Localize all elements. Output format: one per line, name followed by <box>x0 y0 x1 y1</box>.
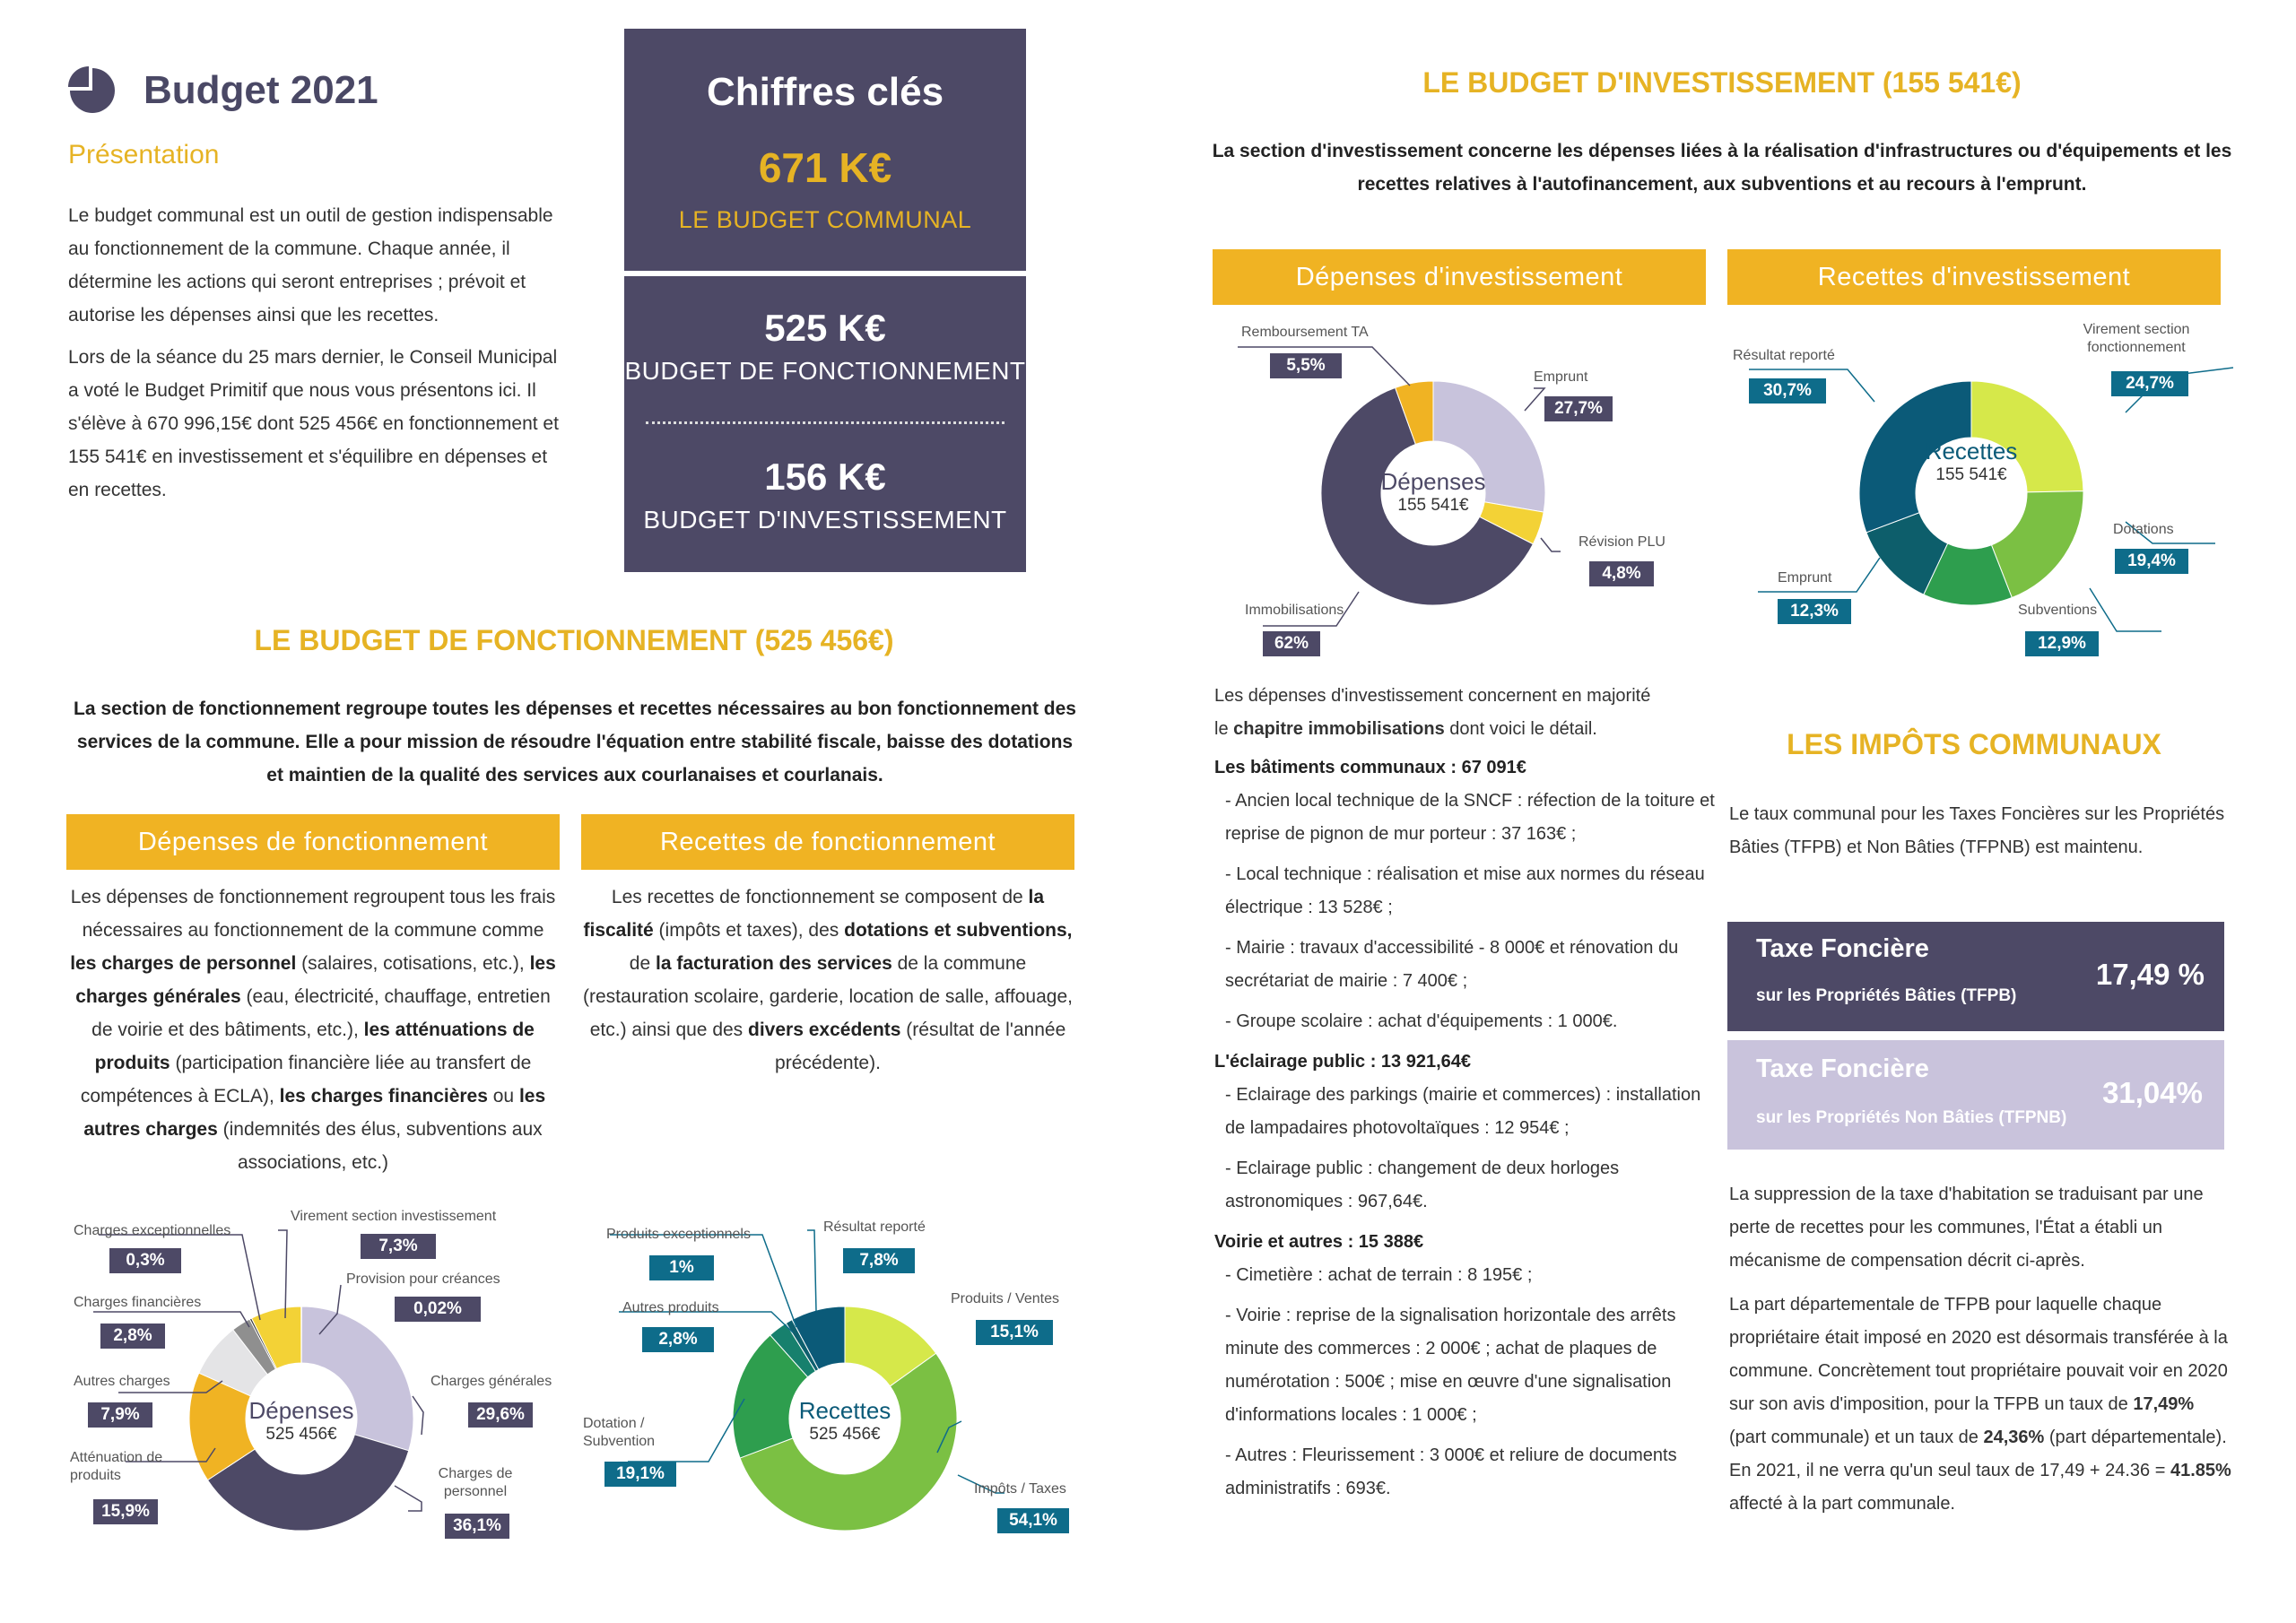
list-item: - Mairie : travaux d'accessibilité - 8 000€ et rénovation du secrétariat de mairie : 7 400€ ; <box>1225 938 1679 991</box>
value-badge: 0,3% <box>109 1248 181 1273</box>
bold-text: divers excédents <box>748 1020 901 1040</box>
bold-text: la fiscalité <box>583 887 1045 941</box>
chart-label: Charges exceptionnelles <box>74 1223 231 1238</box>
value-badge: 30,7% <box>1749 378 1826 404</box>
value-badge: 62% <box>1263 631 1320 656</box>
fonctionnement-section-title: LE BUDGET DE FONCTIONNEMENT (525 456€) <box>254 624 894 656</box>
text-run: (salaires, cotisations, etc.), <box>296 953 530 974</box>
value-badge: 27,7% <box>1544 396 1613 421</box>
bold-text: dotations et subventions, <box>844 920 1073 941</box>
impots-paragraph-2 <box>1729 1289 2231 1521</box>
value-badge: 15,9% <box>93 1499 158 1524</box>
bold-text: 17,49% <box>2133 1394 2195 1414</box>
value-badge: 24,7% <box>2111 371 2188 396</box>
text-run: (participation financière liée au transfert de compétences à ECLA), <box>80 1053 532 1107</box>
impots-paragraph-1: La suppression de la taxe d'habitation se traduisant par une perte de recettes pour les communes, l'État a établi un mécanisme de compensation décrit ci-après. <box>1729 1185 2204 1271</box>
list-item: - Ancien local technique de la SNCF : réfection de la toiture et reprise de pignon de mur porteur : 37 163€ ; <box>1225 791 1715 844</box>
intro-text <box>68 199 570 516</box>
intro-paragraph-1: Le budget communal est un outil de gestion indispensable au fonctionnement de la commune. Chaque année, il détermine les actions qui seront entreprises ; prévoit et autorise les dépenses ainsi que les recettes. <box>68 205 553 325</box>
bold-text: 41.85% <box>2170 1461 2231 1480</box>
bold-text: 24,36% <box>1983 1428 2045 1447</box>
value-badge: 7,3% <box>361 1234 436 1259</box>
batiments-list <box>1214 785 1717 1038</box>
donut-center-value: 155 541€ <box>1397 496 1469 515</box>
text-run: de <box>629 953 656 974</box>
list-item: - Local technique : réalisation et mise aux normes du réseau électrique : 13 528€ ; <box>1225 864 1705 917</box>
chart-label: Remboursement TA <box>1241 325 1369 340</box>
chart-label: Charges générales <box>430 1374 552 1389</box>
voirie-heading: Voirie et autres : 15 388€ <box>1214 1232 1424 1252</box>
recettes-investissement-donut <box>1855 377 2088 610</box>
chart-label: Impôts / Taxes <box>974 1481 1066 1497</box>
chart-label: Virement section investissement <box>291 1209 497 1224</box>
text-run: La part départementale de TFPB pour laquelle chaque propriétaire était imposé en 2020 est désormais transférée à la commune. Concrètement tout propriétaire pouvait voir en 2020 sur son avis d'imposition, pour la TFPB un taux de <box>1729 1295 2228 1414</box>
text-run: (résultat de l'année précédente). <box>775 1020 1066 1073</box>
depenses-fonctionnement-text <box>68 881 558 1179</box>
details-intro-2-prefix: le <box>1214 719 1234 739</box>
list-item: - Cimetière : achat de terrain : 8 195€ ; <box>1225 1265 1533 1285</box>
text-run: (indemnités des élus, subventions aux associations, etc.) <box>217 1119 543 1173</box>
text-run: (eau, électricité, chauffage, entretien de voirie et des bâtiments, etc.), <box>91 986 551 1040</box>
value-badge: 12,3% <box>1778 599 1851 624</box>
value-badge: 5,5% <box>1270 353 1342 378</box>
depenses-fonctionnement-banner: Dépenses de fonctionnement <box>66 814 560 870</box>
text-run: (part communale) et un taux de <box>1729 1428 1984 1447</box>
value-badge: 29,6% <box>468 1402 533 1428</box>
donut-center-value: 155 541€ <box>1935 465 2007 484</box>
value-badge: 12,9% <box>2025 631 2099 656</box>
list-item: - Groupe scolaire : achat d'équipements : 1 000€. <box>1225 1011 1618 1031</box>
chart-label: Autres produits <box>622 1300 719 1315</box>
chart-label: Subventions <box>2018 603 2098 618</box>
recettes-fonctionnement-banner: Recettes de fonctionnement <box>581 814 1074 870</box>
value-badge: 7,8% <box>843 1248 915 1273</box>
recettes-fonctionnement-text <box>583 881 1073 1080</box>
tfpb-rate: 17,49 % <box>2095 958 2205 991</box>
chart-label: Dotations <box>2113 522 2174 537</box>
tfpnb-rate: 31,04% <box>2102 1076 2203 1109</box>
chart-label: Charges de personnel <box>438 1466 513 1499</box>
value-badge: 36,1% <box>445 1514 509 1539</box>
key-figures-divider <box>624 271 1026 276</box>
fonctionnement-description: La section de fonctionnement regroupe toutes les dépenses et recettes nécessaires au bon fonctionnement des services de la commune. Elle a pour mission de résoudre l'équation entre stabilité fiscale, baisse des dotations et maintien de la qualité des services aux courlanaises et courlanais. <box>74 699 1076 785</box>
text-run: ou <box>487 1086 519 1107</box>
fonctionnement-value: 525 K€ <box>764 307 886 349</box>
value-badge: 7,9% <box>88 1402 152 1428</box>
chart-label: Provision pour créances <box>346 1271 500 1287</box>
donut-center-value: 525 456€ <box>809 1425 881 1444</box>
text-run: de la commune (restauration scolaire, garderie, location de salle, affouage, etc.) ainsi que des <box>583 953 1073 1040</box>
chart-label: Résultat reporté <box>823 1219 926 1235</box>
tfpb-subtitle: sur les Propriétés Bâties (TFPB) <box>1756 986 2017 1005</box>
pie-chart-icon <box>68 66 117 115</box>
chart-label: Virement section fonctionnement <box>2083 322 2190 355</box>
impots-text <box>1729 1178 2231 1521</box>
key-figures-box <box>624 29 1026 572</box>
tfpb-title: Taxe Foncière <box>1756 934 1929 963</box>
list-item: - Autres : Fleurissement : 3 000€ et reliure de documents administratifs : 693€. <box>1225 1445 1677 1498</box>
eclairage-list <box>1214 1079 1717 1219</box>
donut-slice <box>301 1306 302 1363</box>
details-intro-2 <box>1214 713 1717 746</box>
details-intro-2-bold: chapitre immobilisations <box>1233 719 1445 739</box>
chart-label: Produits exceptionnels <box>606 1227 751 1242</box>
donut-center-label <box>773 1397 917 1445</box>
investissement-section-title: LE BUDGET D'INVESTISSEMENT (155 541€) <box>1422 66 2022 99</box>
dotted-divider <box>646 421 1004 424</box>
tfpb-box <box>1727 922 2224 1031</box>
value-badge: 2,8% <box>642 1327 714 1352</box>
details-intro: Les dépenses d'investissement concernent en majorité <box>1214 686 1651 706</box>
donut-center-title: Dépenses <box>1380 468 1486 495</box>
bold-text: les charges de personnel <box>70 953 297 974</box>
text-run: Les recettes de fonctionnement se composent de <box>611 887 1029 907</box>
investissement-description: La section d'investissement concerne les dépenses liées à la réalisation d'infrastructures ou d'équipements et les recettes relatives à l'autofinancement, aux subventions et au recours à l'emprunt. <box>1212 141 2232 195</box>
chart-label: Emprunt <box>1778 570 1832 586</box>
value-badge: 54,1% <box>997 1508 1069 1533</box>
bold-text: les atténuations de produits <box>94 1020 535 1073</box>
chart-label: Produits / Ventes <box>951 1291 1059 1306</box>
total-budget-label: LE BUDGET COMMUNAL <box>678 206 972 233</box>
chart-label: Révision PLU <box>1578 534 1665 550</box>
donut-center-title: Recettes <box>1925 438 2018 464</box>
investissement-label: BUDGET D'INVESTISSEMENT <box>643 506 1007 534</box>
chart-label: Autres charges <box>74 1374 170 1389</box>
donut-center-label <box>230 1397 373 1445</box>
donut-center-label <box>1900 438 2043 485</box>
impots-section-title: LES IMPÔTS COMMUNAUX <box>1787 728 2161 760</box>
depenses-investissement-banner: Dépenses d'investissement <box>1213 249 1706 305</box>
total-budget-value: 671 K€ <box>758 144 892 191</box>
text-run: affecté à la part communale. <box>1729 1494 1955 1514</box>
bold-text: les autres charges <box>83 1086 546 1140</box>
value-badge: 15,1% <box>976 1320 1053 1345</box>
list-item: - Eclairage public : changement de deux horloges astronomiques : 967,64€. <box>1225 1159 1620 1211</box>
bold-text: la facturation des services <box>655 953 892 974</box>
chart-label: Charges financières <box>74 1295 202 1310</box>
text-run: Les dépenses de fonctionnement regroupent tous les frais nécessaires au fonctionnement de la commune comme <box>70 887 556 941</box>
intro-paragraph-2: Lors de la séance du 25 mars dernier, le Conseil Municipal a voté le Budget Primitif que nous vous présentons ici. Il s'élève à 670 996,15€ dont 525 456€ en fonctionnement et 155 541€ en investissement et s'équilibre en dépenses et en recettes. <box>68 347 559 500</box>
batiments-heading: Les bâtiments communaux : 67 091€ <box>1214 758 1526 777</box>
donut-center-value: 525 456€ <box>265 1425 337 1444</box>
eclairage-heading: L'éclairage public : 13 921,64€ <box>1214 1052 1472 1072</box>
value-badge: 19,4% <box>2115 549 2188 574</box>
details-intro-2-suffix: dont voici le détail. <box>1444 719 1597 739</box>
value-badge: 4,8% <box>1589 561 1654 586</box>
chart-label: Atténuation de produits <box>70 1450 163 1483</box>
donut-center-title: Dépenses <box>248 1397 354 1424</box>
value-badge: 19,1% <box>604 1462 676 1487</box>
value-badge: 0,02% <box>395 1297 481 1322</box>
investissement-details <box>1214 680 1717 1513</box>
bold-text: les charges financières <box>279 1086 488 1107</box>
chart-label: Immobilisations <box>1245 603 1344 618</box>
fonctionnement-label: BUDGET DE FONCTIONNEMENT <box>624 357 1026 385</box>
chart-label: Emprunt <box>1534 369 1588 385</box>
chart-label: Résultat reporté <box>1733 348 1835 363</box>
bold-text: les charges générales <box>75 953 556 1007</box>
recettes-investissement-banner: Recettes d'investissement <box>1727 249 2221 305</box>
impots-intro: Le taux communal pour les Taxes Foncières sur les Propriétés Bâties (TFPB) et Non Bâties (TFPNB) est maintenu. <box>1729 804 2225 857</box>
value-badge: 2,8% <box>100 1324 165 1349</box>
list-item: - Eclairage des parkings (mairie et commerces) : installation de lampadaires photovoltaïques : 12 954€ ; <box>1225 1085 1701 1138</box>
text-run: (part départementale). En 2021, il ne verra qu'un seul taux de 17,49 + 24.36 = <box>1729 1428 2227 1480</box>
tfpnb-box <box>1727 1040 2224 1150</box>
tfpnb-title: Taxe Foncière <box>1756 1055 1929 1083</box>
tfpnb-subtitle: sur les Propriétés Non Bâties (TFPNB) <box>1756 1108 2067 1127</box>
voirie-list <box>1214 1259 1717 1506</box>
chart-label: Dotation / Subvention <box>583 1416 656 1449</box>
text-run: (impôts et taxes), des <box>653 920 845 941</box>
page-title: Budget 2021 <box>144 68 378 112</box>
donut-center-label <box>1361 468 1505 516</box>
investissement-value: 156 K€ <box>764 456 886 498</box>
list-item: - Voirie : reprise de la signalisation horizontale des arrêts minute des commerces : 2 000€ ; achat de plaques de numérotation : 500€ ; mise en œuvre d'une signalisation d'informations locales : 1 000€ ; <box>1225 1306 1676 1425</box>
donut-center-title: Recettes <box>798 1397 891 1424</box>
value-badge: 1% <box>649 1255 714 1280</box>
section-subtitle: Présentation <box>68 140 220 169</box>
key-figures-title: Chiffres clés <box>706 70 944 114</box>
